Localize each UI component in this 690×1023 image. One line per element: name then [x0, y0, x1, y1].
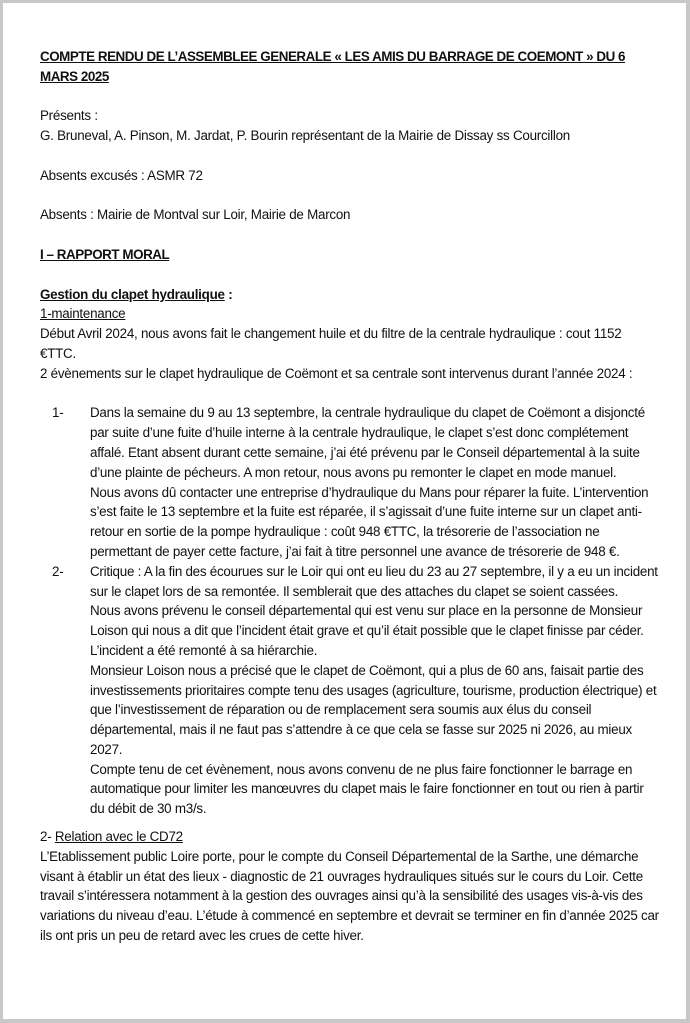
maintenance-paragraph-2: 2 évènements sur le clapet hydraulique de Coëmont et sa centrale sont intervenus durant l’année 2024 : [40, 365, 633, 381]
event-paragraph: Dans la semaine du 9 au 13 septembre, la centrale hydraulique du clapet de Coëmont a disjoncté par suite d’une fuite d’huile interne à la centrale hydraulique, le clapet s’est donc complétement affalé. Etant absent durant cette semaine, j’ai été prévenu par le Conseil départemental à la suite d’une plainte de pécheurs. A mon retour, nous avons pu remonter le clapet en mode manuel. [90, 405, 645, 480]
event-item-2 [40, 562, 660, 819]
document-page [3, 3, 686, 1019]
event-paragraph: Nous avons prévenu le conseil départemental qui est venu sur place en la personne de Monsieur Loison qui nous a dit que l’incident était grave et qu’il était possible que le clapet finisse par céder. L’incident a été remonté à sa hiérarchie. [90, 603, 644, 658]
subsection-colon: : [224, 286, 233, 302]
relation-prefix: 2- [40, 829, 55, 845]
subsection-heading-text: Gestion du clapet hydraulique [40, 286, 225, 302]
document-body [40, 47, 660, 946]
section-heading-rapport-moral: I – RAPPORT MORAL [40, 246, 170, 262]
absents-excuses: Absents excusés : ASMR 72 [40, 167, 203, 183]
event-number: 2- [52, 563, 64, 579]
presents-label: Présents : [40, 108, 98, 124]
document-title: COMPTE RENDU DE L’ASSEMBLEE GENERALE « LES AMIS DU BARRAGE DE COEMONT » DU 6 MARS 2025 [40, 49, 626, 84]
relation-heading-text: Relation avec le CD72 [54, 829, 183, 845]
event-paragraph: Compte tenu de cet évènement, nous avons convenu de ne plus faire fonctionner le barrage en automatique pour limiter les manœuvres du clapet mais le faire fonctionner en tout ou rien à partir du débit de 30 m3/s. [90, 761, 644, 817]
event-paragraph: Nous avons dû contacter une entreprise d’hydraulique du Mans pour réparer la fuite. L’intervention s’est faite le 13 septembre et la fuite est réparée, il s’agissait d’une fuite interne sur un clapet anti-retour en sortie de la pompe hydraulique : coût 948 €TTC, la trésorerie de l’association ne permettant de payer cette facture, j’ai fait à titre personnel une avance de trésorerie de 948 €. [90, 484, 649, 559]
maintenance-heading: 1-maintenance [40, 306, 126, 322]
subsection-heading [40, 285, 660, 305]
event-paragraph: Critique : A la fin des écourues sur le Loir qui ont eu lieu du 23 au 27 septembre, il y a eu un incident sur le clapet lors de sa remontée. Il semblerait que des attaches du clapet se soient cassées. [90, 563, 658, 599]
presents-list: G. Bruneval, A. Pinson, M. Jardat, P. Bourin représentant de la Mairie de Dissay ss Courcillon [40, 128, 570, 144]
relation-heading [40, 827, 660, 847]
event-item-1 [40, 403, 660, 561]
maintenance-paragraph-1: Début Avril 2024, nous avons fait le changement huile et du filtre de la centrale hydraulique : cout 1152 €TTC. [40, 326, 622, 361]
event-number: 1- [52, 405, 64, 421]
relation-paragraph: L’Etablissement public Loire porte, pour le compte du Conseil Départemental de la Sarthe, une démarche visant à établir un état des lieux - diagnostic de 21 ouvrages hydrauliques situés sur le cours du Loir. Cette travail s’intéressera notamment à la gestion des ouvrages ainsi qu’à la sensibilité des usages vis-à-vis des variations du niveau d’eau. L’étude à commencé en septembre et devrait se terminer en fin d’année 2025 car ils ont pris un peu de retard avec les crues de cette hiver. [40, 848, 659, 944]
absents: Absents : Mairie de Montval sur Loir, Mairie de Marcon [40, 207, 351, 223]
event-paragraph: Monsieur Loison nous a précisé que le clapet de Coëmont, qui a plus de 60 ans, faisait partie des investissements prioritaires compte tenu des usages (agriculture, tourisme, production électrique) et que l’investissement de réparation ou de remplacement sera soumis aux élus du conseil départemental, mais il ne faut pas s’attendre à ce que cela se fasse sur 2025 ni 2026, au mieux 2027. [90, 662, 657, 757]
